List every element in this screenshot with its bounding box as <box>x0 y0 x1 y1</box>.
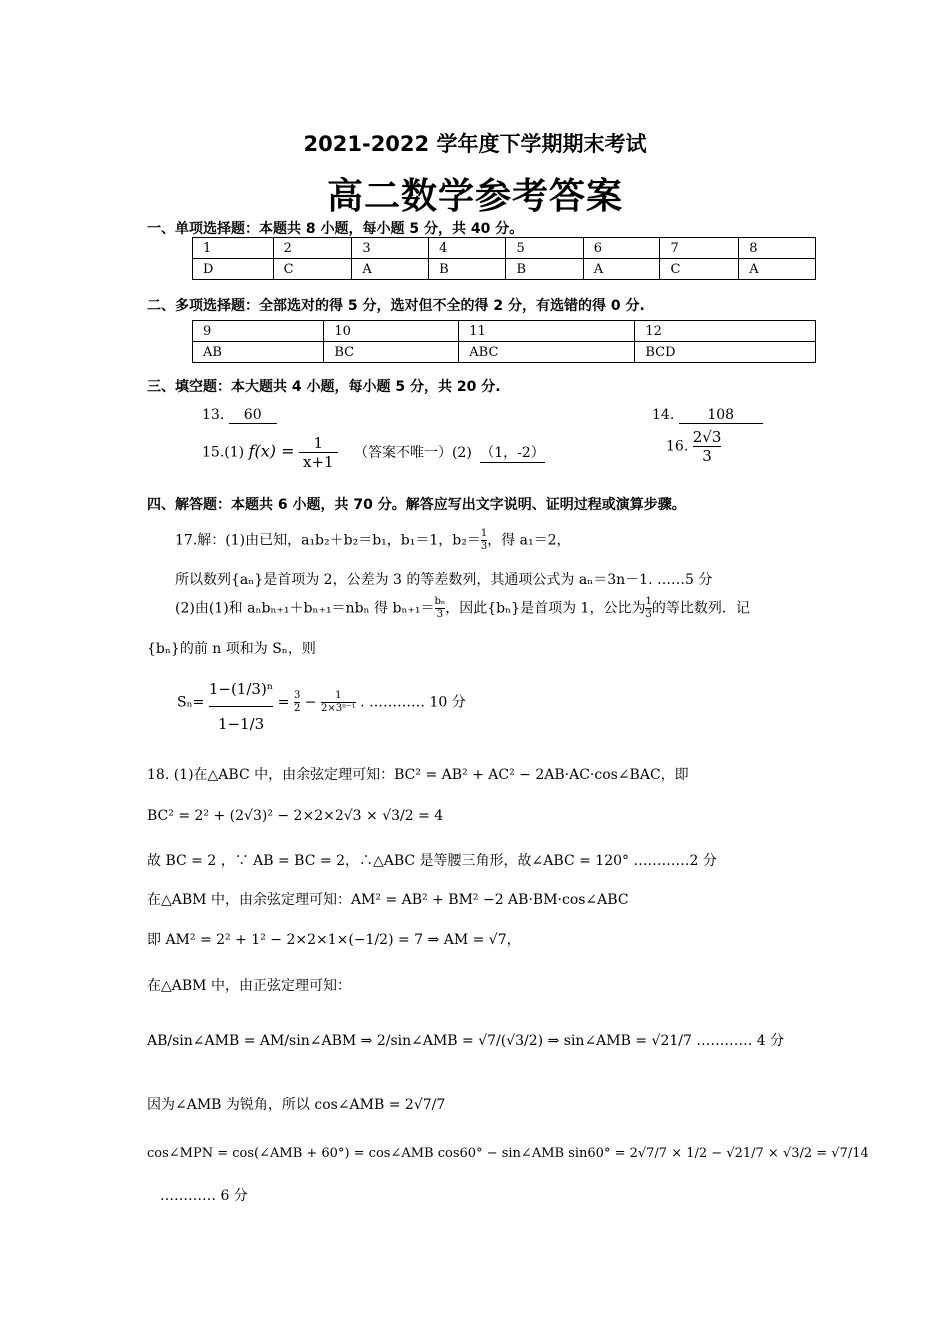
q14-value: 108 <box>679 407 763 424</box>
question-number-row <box>193 321 816 342</box>
p17-fraction <box>435 596 446 621</box>
p17-text: ，得 a₁＝2， <box>487 532 571 549</box>
question-number-row <box>193 238 816 259</box>
p18-line5: 即 AM² = 2² + 1² − 2×2×1×(−1/2) = 7 ⇒ AM = √7， <box>147 932 521 948</box>
sum-main-fraction <box>209 672 273 733</box>
sum-equals: = <box>277 694 290 711</box>
section3-heading: 三、填空题：本大题共 4 小题，每小题 5 分，共 20 分. <box>147 379 501 395</box>
table-cell: AB <box>193 342 324 363</box>
sum-score: . ………… 10 分 <box>360 694 466 711</box>
table-cell: BC <box>324 342 459 363</box>
fraction-denominator: 2 <box>293 703 301 714</box>
q15-fraction <box>299 434 338 471</box>
table-cell: 3 <box>352 238 429 259</box>
p17-text: 的等比数列．记 <box>651 600 750 617</box>
fraction-denominator: 3 <box>693 446 722 465</box>
sum-minus: − <box>304 694 317 711</box>
table-cell: B <box>506 259 583 280</box>
p17-line3 <box>175 596 750 621</box>
p18-line4: 在△ABM 中，由余弦定理可知：AM² = AB² + BM² −2 AB·BM·cos∠ABC <box>147 892 629 908</box>
q15-note: （答案不唯一）(2) <box>353 444 472 461</box>
p18-line7: AB/sin∠AMB = AM/sin∠ABM ⇒ 2/sin∠AMB = √7/(√3/2) ⇒ sin∠AMB = √21/7 ………… 4 分 <box>147 1033 785 1049</box>
q15-function: f(x) = <box>248 441 295 461</box>
fraction-denominator: 3 <box>480 541 488 552</box>
table-cell: 8 <box>739 238 816 259</box>
table-cell: A <box>583 259 660 280</box>
table-cell: 11 <box>459 321 635 342</box>
fraction-denominator: 3 <box>645 609 652 620</box>
p17-line2: 所以数列{aₙ}是首项为 2，公差为 3 的等差数列，其通项公式为 aₙ＝3n－1. ……5 分 <box>175 572 713 588</box>
q15-answer <box>202 434 545 471</box>
table-cell: B <box>429 259 506 280</box>
p18-line2: BC² = 2² + (2√3)² − 2×2×2√3 × √3/2 = 4 <box>147 808 444 824</box>
exam-title: 2021-2022 学年度下学期期末考试 <box>303 132 647 156</box>
fraction-numerator: 1 <box>480 528 488 539</box>
table-cell: C <box>660 259 739 280</box>
p18-line1: 18. (1)在△ABC 中，由余弦定理可知：BC² = AB² + AC² − 2AB·AC·cos∠BAC，即 <box>147 767 689 783</box>
answer-row <box>193 259 816 280</box>
p17-text: ，因此{bₙ}是首项为 1，公比为 <box>445 600 646 617</box>
q16-answer <box>666 428 721 465</box>
answer-row <box>193 342 816 363</box>
fraction-numerator: 3 <box>293 690 301 701</box>
table-cell: 6 <box>583 238 660 259</box>
q14-label: 14. <box>652 407 675 423</box>
q13-value: 60 <box>229 407 277 424</box>
fraction-numerator: 1 <box>645 596 652 607</box>
fraction-numerator: 2√3 <box>692 428 722 446</box>
fraction-numerator: 1−(1/3)ⁿ <box>208 680 274 698</box>
p18-line8: 因为∠AMB 为锐角，所以 cos∠AMB = 2√7/7 <box>147 1097 446 1113</box>
fraction-numerator: 1 <box>313 434 323 452</box>
table-cell: D <box>193 259 274 280</box>
answer-key-title: 高二数学参考答案 <box>326 176 623 217</box>
fraction-numerator: 1 <box>335 690 342 701</box>
p17-line4: {bₙ}的前 n 项和为 Sₙ，则 <box>147 641 316 657</box>
table-cell: 1 <box>193 238 274 259</box>
fraction-denominator: 1−1/3 <box>209 706 273 733</box>
p17-text: 17.解：(1)由已知，a₁b₂＋b₂＝b₁，b₁＝1，b₂＝ <box>175 532 481 549</box>
section1-heading: 一、单项选择题：本题共 8 小题，每小题 5 分，共 40 分。 <box>147 221 524 237</box>
table-cell: 2 <box>273 238 352 259</box>
table-cell: 4 <box>429 238 506 259</box>
table-cell: 5 <box>506 238 583 259</box>
p17-text: (2)由(1)和 aₙbₙ₊₁＋bₙ₊₁＝nbₙ 得 bₙ₊₁＝ <box>175 600 435 617</box>
table-cell: 9 <box>193 321 324 342</box>
table-cell: 12 <box>635 321 816 342</box>
p18-line10: ………… 6 分 <box>160 1188 248 1204</box>
p18-line9: cos∠MPN = cos(∠AMB + 60°) = cos∠AMB cos60° − sin∠AMB sin60° = 2√7/7 × 1/2 − √21/7 × √3/2 = √7/14 <box>147 1146 869 1161</box>
table-cell: C <box>273 259 352 280</box>
section1-answer-table <box>192 237 816 280</box>
q13-answer <box>202 407 277 424</box>
table-cell: ABC <box>459 342 635 363</box>
table-cell: 7 <box>660 238 739 259</box>
sum-fraction-a <box>294 690 300 715</box>
q16-label: 16. <box>666 438 689 455</box>
table-cell: A <box>739 259 816 280</box>
section4-heading: 四、解答题：本题共 6 小题，共 70 分。解答应写出文字说明、证明过程或演算步骤。 <box>147 497 686 513</box>
q15-part2-value: （1，-2） <box>480 442 545 463</box>
table-cell: 10 <box>324 321 459 342</box>
sum-fraction-b <box>321 690 356 715</box>
p18-line3: 故 BC = 2 ，∵ AB = BC = 2，∴△ABC 是等腰三角形，故∠ABC = 120° …………2 分 <box>147 853 717 869</box>
q16-fraction <box>693 428 722 465</box>
section2-heading: 二、多项选择题：全部选对的得 5 分，选对但不全的得 2 分，有选错的得 0 分. <box>147 298 645 314</box>
fraction-numerator: bₙ <box>434 596 446 607</box>
p17-line1 <box>175 528 571 553</box>
fraction-denominator: 2×3ⁿ⁻¹ <box>320 703 356 714</box>
q13-label: 13. <box>202 407 225 423</box>
q15-label: 15.(1) <box>202 444 245 461</box>
sum-label: Sₙ= <box>177 694 205 711</box>
table-cell: A <box>352 259 429 280</box>
p18-line6: 在△ABM 中，由正弦定理可知： <box>147 978 351 994</box>
fraction-denominator: 3 <box>435 608 446 621</box>
section2-answer-table <box>192 320 816 363</box>
table-cell: BCD <box>635 342 816 363</box>
p17-sum-formula <box>177 672 466 733</box>
fraction-denominator: x+1 <box>299 452 338 471</box>
q14-answer <box>652 407 763 424</box>
